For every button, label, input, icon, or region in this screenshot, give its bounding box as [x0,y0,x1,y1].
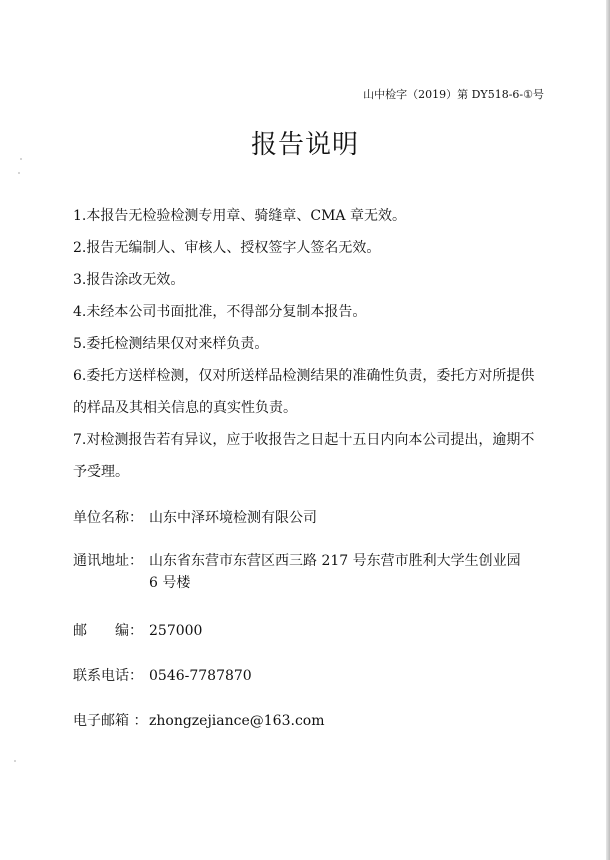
postcode-value: 257000 [149,623,203,639]
email-label: 电子邮箱 ： [73,713,148,729]
page-title: 报告说明 [250,130,359,160]
postcode-label: 邮 编： [73,623,143,639]
note-item: 7.对检测报告若有异议，应于收报告之日起十五日内向本公司提出，逾期不予受理。 [73,432,535,480]
address-line-2: 6 号楼 [149,575,191,591]
note-item: 6.委托方送样检测，仅对所送样品检测结果的准确性负责，委托方对所提供的样品及其相关信息的真实性负责。 [73,368,535,416]
email-value: zhongzejiance@163.com [149,713,325,729]
note-item: 1.本报告无检验检测专用章、骑缝章、CMA 章无效。 [73,208,406,224]
email-row [73,710,325,732]
note-item: 3.报告涂改无效。 [73,272,185,288]
address-line-1: 山东省东营市东营区西三路 217 号东营市胜利大学生创业园 [149,553,521,569]
document-number: 山中检字（2019）第 DY518-6-①号 [363,88,544,101]
phone-label: 联系电话： [73,668,143,684]
note-item: 4.未经本公司书面批准，不得部分复制本报告。 [73,304,367,320]
company-label: 单位名称： [73,510,143,526]
company-name: 山东中泽环境检测有限公司 [149,510,317,526]
address-row [73,550,553,594]
note-item: 2.报告无编制人、审核人、授权签字人签名无效。 [73,240,381,256]
company-row [73,507,317,529]
notes-list [73,200,543,488]
address-label: 通讯地址： [73,553,143,569]
phone-value: 0546-7787870 [149,668,252,684]
postcode-row [73,620,202,642]
phone-row [73,665,252,687]
note-item: 5.委托检测结果仅对来样负责。 [73,336,269,352]
